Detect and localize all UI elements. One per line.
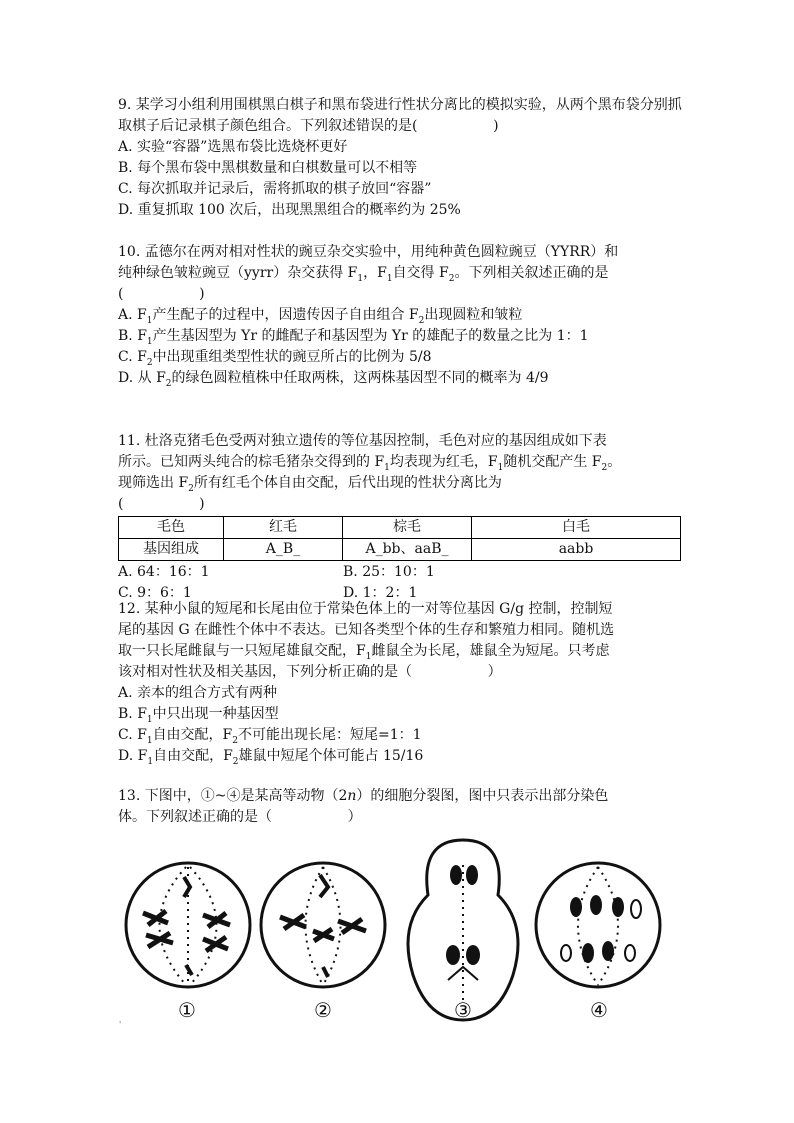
q12-option-a: A. 亲本的组合方式有两种	[118, 685, 278, 701]
cell-4	[536, 863, 660, 987]
q13-stem-line2: 体。下列叙述正确的是（ ）	[118, 809, 362, 825]
q11-option-b: B. 25：10：1	[343, 564, 435, 580]
q9-option-a: A. 实验“容器”选黑布袋比选烧杯更好	[118, 139, 348, 155]
cell-division-figure	[118, 835, 678, 1025]
table-cell: 毛色	[119, 517, 224, 539]
q11-answer-paren: ( )	[118, 496, 205, 512]
q11-stem-line2: 所示。已知两头纯合的棕毛猪杂交得到的 $F_1$均表现为红毛，$F_1$随机交配产生 $F_2$。	[118, 454, 622, 473]
q11-option-c: C. 9：6：1	[118, 585, 192, 601]
question-12	[118, 599, 688, 767]
q10-option-d: D. 从 $F_2$的绿色圆粒植株中任取两株，这两株基因型不同的概率为 4/9	[118, 370, 549, 389]
table-cell: 白毛	[472, 517, 681, 539]
q12-option-d: D. $F_1$自由交配，$F_2$雄鼠中短尾个体可能占 15/16	[118, 748, 424, 767]
q10-option-c: C. $F_2$中出现重组类型性状的豌豆所占的比例为 5/8	[118, 349, 432, 368]
q12-stem-line1: 12. 某种小鼠的短尾和长尾由位于常染色体上的一对等位基因 G/g 控制，控制短	[118, 601, 613, 617]
q10-option-a: A. $F_1$产生配子的过程中，因遗传因子自由组合 $F_2$出现圆粒和皱粒	[118, 307, 523, 326]
q11-stem-line1: 11. 杜洛克猪毛色受两对独立遗传的等位基因控制，毛色对应的基因组成如下表	[118, 433, 607, 449]
q10-answer-paren: ( )	[118, 286, 205, 302]
q9-option-b: B. 每个黑布袋中黑棋数量和白棋数量可以不相等	[118, 160, 418, 176]
q9-option-c: C. 每次抓取并记录后，需将抓取的棋子放回“容器”	[118, 181, 432, 197]
question-13	[118, 786, 688, 828]
q10-stem-line2: 纯种绿色皱粒豌豆（yyrr）杂交获得 $F_1$，$F_1$自交得 $F_2$。下列相关叙述正确的是	[118, 265, 609, 284]
figure-labels	[118, 998, 678, 1024]
question-10	[118, 242, 688, 389]
table-cell: 红毛	[224, 517, 343, 539]
label-3: ③	[454, 998, 472, 1022]
q10-option-b: B. $F_1$产生基因型为 Yr 的雌配子和基因型为 Yr 的雄配子的数量之比为 1：1	[118, 328, 589, 347]
table-cell: A_bb、aaB_	[343, 539, 472, 561]
label-2: ②	[314, 998, 332, 1022]
q9-option-d: D. 重复抓取 100 次后，出现黑黑组合的概率约为 25%	[118, 202, 461, 218]
q11-option-a: A. 64：16：1	[118, 564, 210, 580]
question-9	[118, 95, 688, 221]
table-row	[119, 517, 681, 539]
q12-stem-line4: 该对相对性状及相关基因，下列分析正确的是（ ）	[118, 664, 502, 680]
q9-stem: 9. 某学习小组利用围棋黑白棋子和黑布袋进行性状分离比的模拟实验，从两个黑布袋分别抓取棋子后记录棋子颜色组合。下列叙述错误的是( )	[118, 97, 682, 134]
label-1: ①	[178, 998, 196, 1022]
q12-stem-line3: 取一只长尾雌鼠与一只短尾雄鼠交配，$F_1$雌鼠全为长尾，雄鼠全为短尾。只考虑	[118, 643, 610, 662]
stray-mark: '	[119, 1020, 122, 1029]
cell-3	[408, 840, 518, 1020]
cell-1	[126, 863, 250, 987]
q12-option-b: B. $F_1$中只出现一种基因型	[118, 706, 279, 725]
label-4: ④	[590, 998, 608, 1022]
q10-stem-line1: 10. 孟德尔在两对相对性状的豌豆杂交实验中，用纯种黄色圆粒豌豆（YYRR）和	[118, 244, 619, 260]
table-cell: 基因组成	[119, 539, 224, 561]
table-cell: 棕毛	[343, 517, 472, 539]
question-11	[118, 431, 688, 604]
table-row	[119, 539, 681, 561]
q11-option-d: D. 1：2：1	[343, 585, 418, 601]
table-cell: aabb	[472, 539, 681, 561]
genotype-table	[118, 516, 681, 561]
cell-2	[261, 863, 385, 987]
table-cell: A_B_	[224, 539, 343, 561]
q11-stem-line3: 现筛选出 $F_2$所有红毛个体自由交配，后代出现的性状分离比为	[118, 475, 502, 494]
q12-option-c: C. $F_1$自由交配，$F_2$不可能出现长尾：短尾=1：1	[118, 727, 422, 746]
q12-stem-line2: 尾的基因 G 在雌性个体中不表达。已知各类型个体的生存和繁殖力相同。随机选	[118, 622, 615, 638]
q13-stem-line1: 13. 下图中，①~④是某高等动物（2n）的细胞分裂图，图中只表示出部分染色	[118, 788, 609, 804]
